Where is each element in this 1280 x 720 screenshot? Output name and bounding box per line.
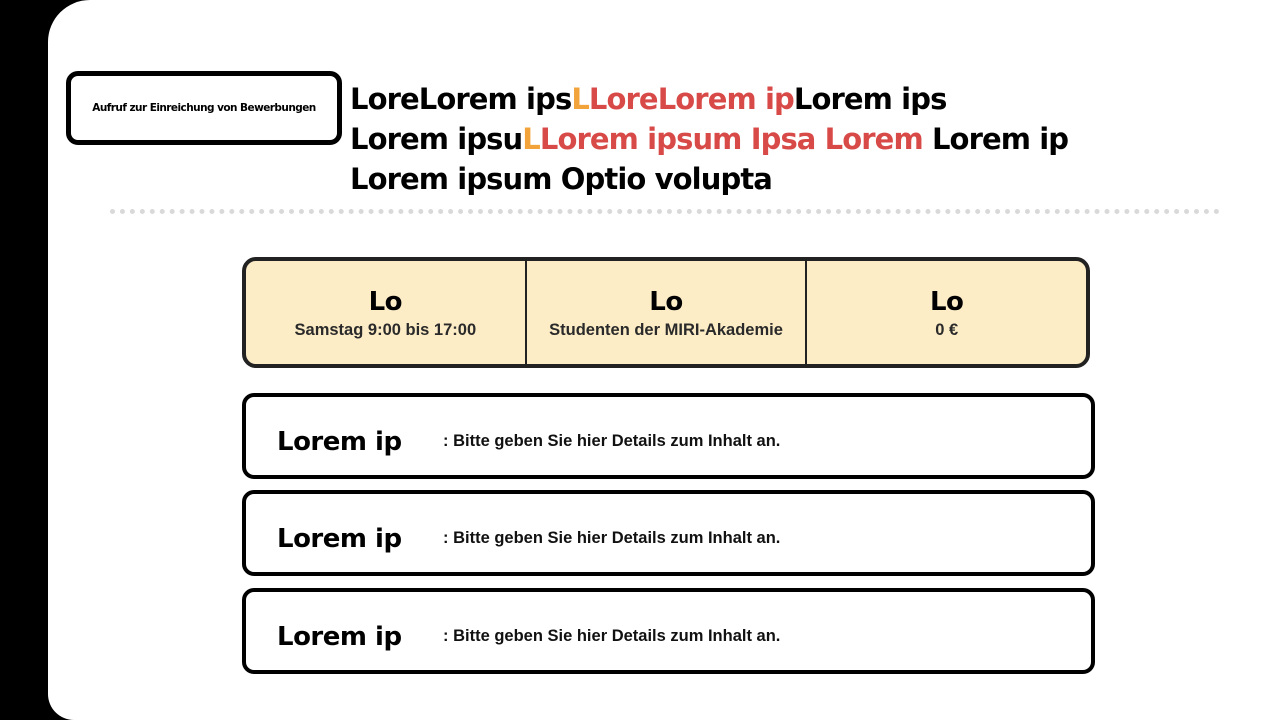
headline	[350, 79, 1250, 199]
headline-line-1	[350, 79, 1250, 119]
tag-label: Aufruf zur Einreichung von Bewerbungen	[92, 102, 316, 114]
info-cell-audience	[527, 261, 808, 364]
detail-box-3	[242, 588, 1095, 674]
detail-box-2	[242, 490, 1095, 576]
detail-text: : Bitte geben Sie hier Details zum Inhalt an.	[443, 529, 781, 547]
call-for-applications-tag	[66, 71, 342, 145]
headline-line-1-part-3: LoreLorem ip	[588, 82, 794, 116]
info-cell-time	[246, 261, 527, 364]
headline-line-3: Lorem ipsum Optio volupta	[350, 162, 772, 196]
detail-label: Lorem ip	[277, 524, 402, 554]
detail-label: Lorem ip	[277, 622, 402, 652]
detail-text: : Bitte geben Sie hier Details zum Inhalt an.	[443, 627, 781, 645]
headline-line-2-part-1: Lorem ipsu	[350, 122, 523, 156]
slide-canvas	[48, 0, 1280, 720]
detail-box-1	[242, 393, 1095, 479]
info-cell-subtitle: Studenten der MIRI-Akademie	[549, 320, 783, 339]
info-cell-title: Lo	[929, 286, 964, 317]
info-cell-title: Lo	[649, 286, 683, 317]
event-info-bar	[242, 257, 1090, 368]
headline-line-1-part-1: LoreLorem ips	[350, 82, 572, 116]
info-cell-price	[807, 261, 1086, 364]
dotted-divider	[110, 209, 1220, 214]
info-cell-subtitle: Samstag 9:00 bis 17:00	[294, 320, 477, 339]
detail-text: : Bitte geben Sie hier Details zum Inhalt an.	[443, 432, 781, 450]
info-cell-subtitle: 0 €	[935, 320, 959, 339]
info-cell-title: Lo	[368, 286, 403, 317]
headline-line-2-part-3: Lorem ipsum Ipsa Lorem	[539, 122, 923, 156]
headline-line-2	[350, 119, 1250, 159]
detail-label: Lorem ip	[277, 427, 402, 457]
headline-line-1-part-4: Lorem ips	[793, 82, 947, 116]
headline-line-2-part-4: Lorem ip	[922, 122, 1069, 156]
headline-line-2-part-2: L	[522, 122, 540, 156]
headline-line-1-part-2: L	[571, 82, 589, 116]
